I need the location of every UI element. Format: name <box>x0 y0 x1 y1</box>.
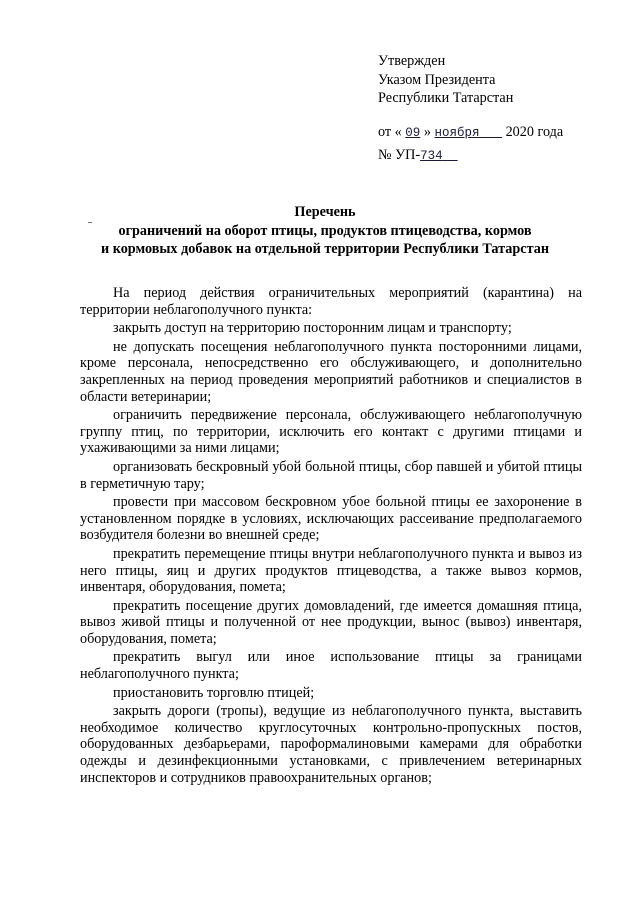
date-prefix: от « <box>378 123 402 140</box>
paragraph: закрыть дороги (тропы), ведущие из неблагополучного пункта, выставить необходимое количество круглосуточных контрольно-пропускных постов, оборудованных дезбарьерами, пароформалиновыми камерами для обработки одежды и дезинфекционными установками, с привлечением ветеринарных инспекторов и сотрудников правоохранительных органов; <box>80 703 582 786</box>
date-mid: » <box>423 123 431 140</box>
date-year: 2020 года <box>505 123 564 140</box>
number-prefix: № УП- <box>378 147 421 163</box>
paragraph: закрыть доступ на территорию посторонним лицам и транспорту; <box>113 320 512 337</box>
approval-line-2: Указом Президента <box>378 71 496 88</box>
number-value: 734 <box>420 149 443 163</box>
document-body <box>80 285 582 786</box>
approval-date <box>378 123 563 143</box>
date-day: 09 <box>405 125 421 140</box>
approval-line-1: Утвержден <box>378 53 446 69</box>
paragraph: прекратить посещение других домовладений, где имеется домашняя птица, вывоз живой птицы и полученной от нее продукции, вынос (вывоз) инвентаря, оборудования, помета; <box>80 597 582 647</box>
title-heading: Перечень <box>294 204 356 220</box>
paragraph: На период действия ограничительных мероприятий (карантина) на территории неблагополучного пункта: <box>80 285 582 318</box>
paragraph: не допускать посещения неблагополучного пункта посторонними лицами, кроме персонала, непосредственно его обслуживающего, и дополнительно закрепленных на период проведения мероприятий работников и специалистов в области ветеринарии; <box>80 338 582 405</box>
document-title <box>60 203 590 258</box>
paragraph: организовать бескровный убой больной птицы, сбор павшей и убитой птицы в герметичную тару; <box>80 458 582 492</box>
approval-stamp <box>378 52 563 166</box>
paragraph: провести при массовом бескровном убое больной птицы ее захоронение в установленном порядке в условиях, исключающих рассеивание предполагаемого возбудителя болезни во внешней среде; <box>80 494 582 544</box>
approval-line-3: Республики Татарстан <box>378 90 514 106</box>
approval-number <box>378 146 563 166</box>
paragraph: прекратить выгул или иное использование птицы за границами неблагополучного пункта; <box>80 649 582 683</box>
paragraph: ограничить передвижение персонала, обслуживающего неблагополучную группу птиц, по территории, исключить его контакт с другими птицами и ухаживающими за ними лицами; <box>80 407 582 457</box>
title-line-2: и кормовых добавок на отдельной территории Республики Татарстан <box>101 241 549 257</box>
paragraph: приостановить торговлю птицей; <box>113 684 315 701</box>
title-line-1: ограничений на оборот птицы, продуктов птицеводства, кормов <box>118 223 532 239</box>
paragraph: прекратить перемещение птицы внутри неблагополучного пункта и вывоз из него птицы, яиц и других продуктов птицеводства, а также вывоз кормов, инвентаря, оборудования, помета; <box>80 545 582 596</box>
date-month: ноября <box>434 125 480 140</box>
